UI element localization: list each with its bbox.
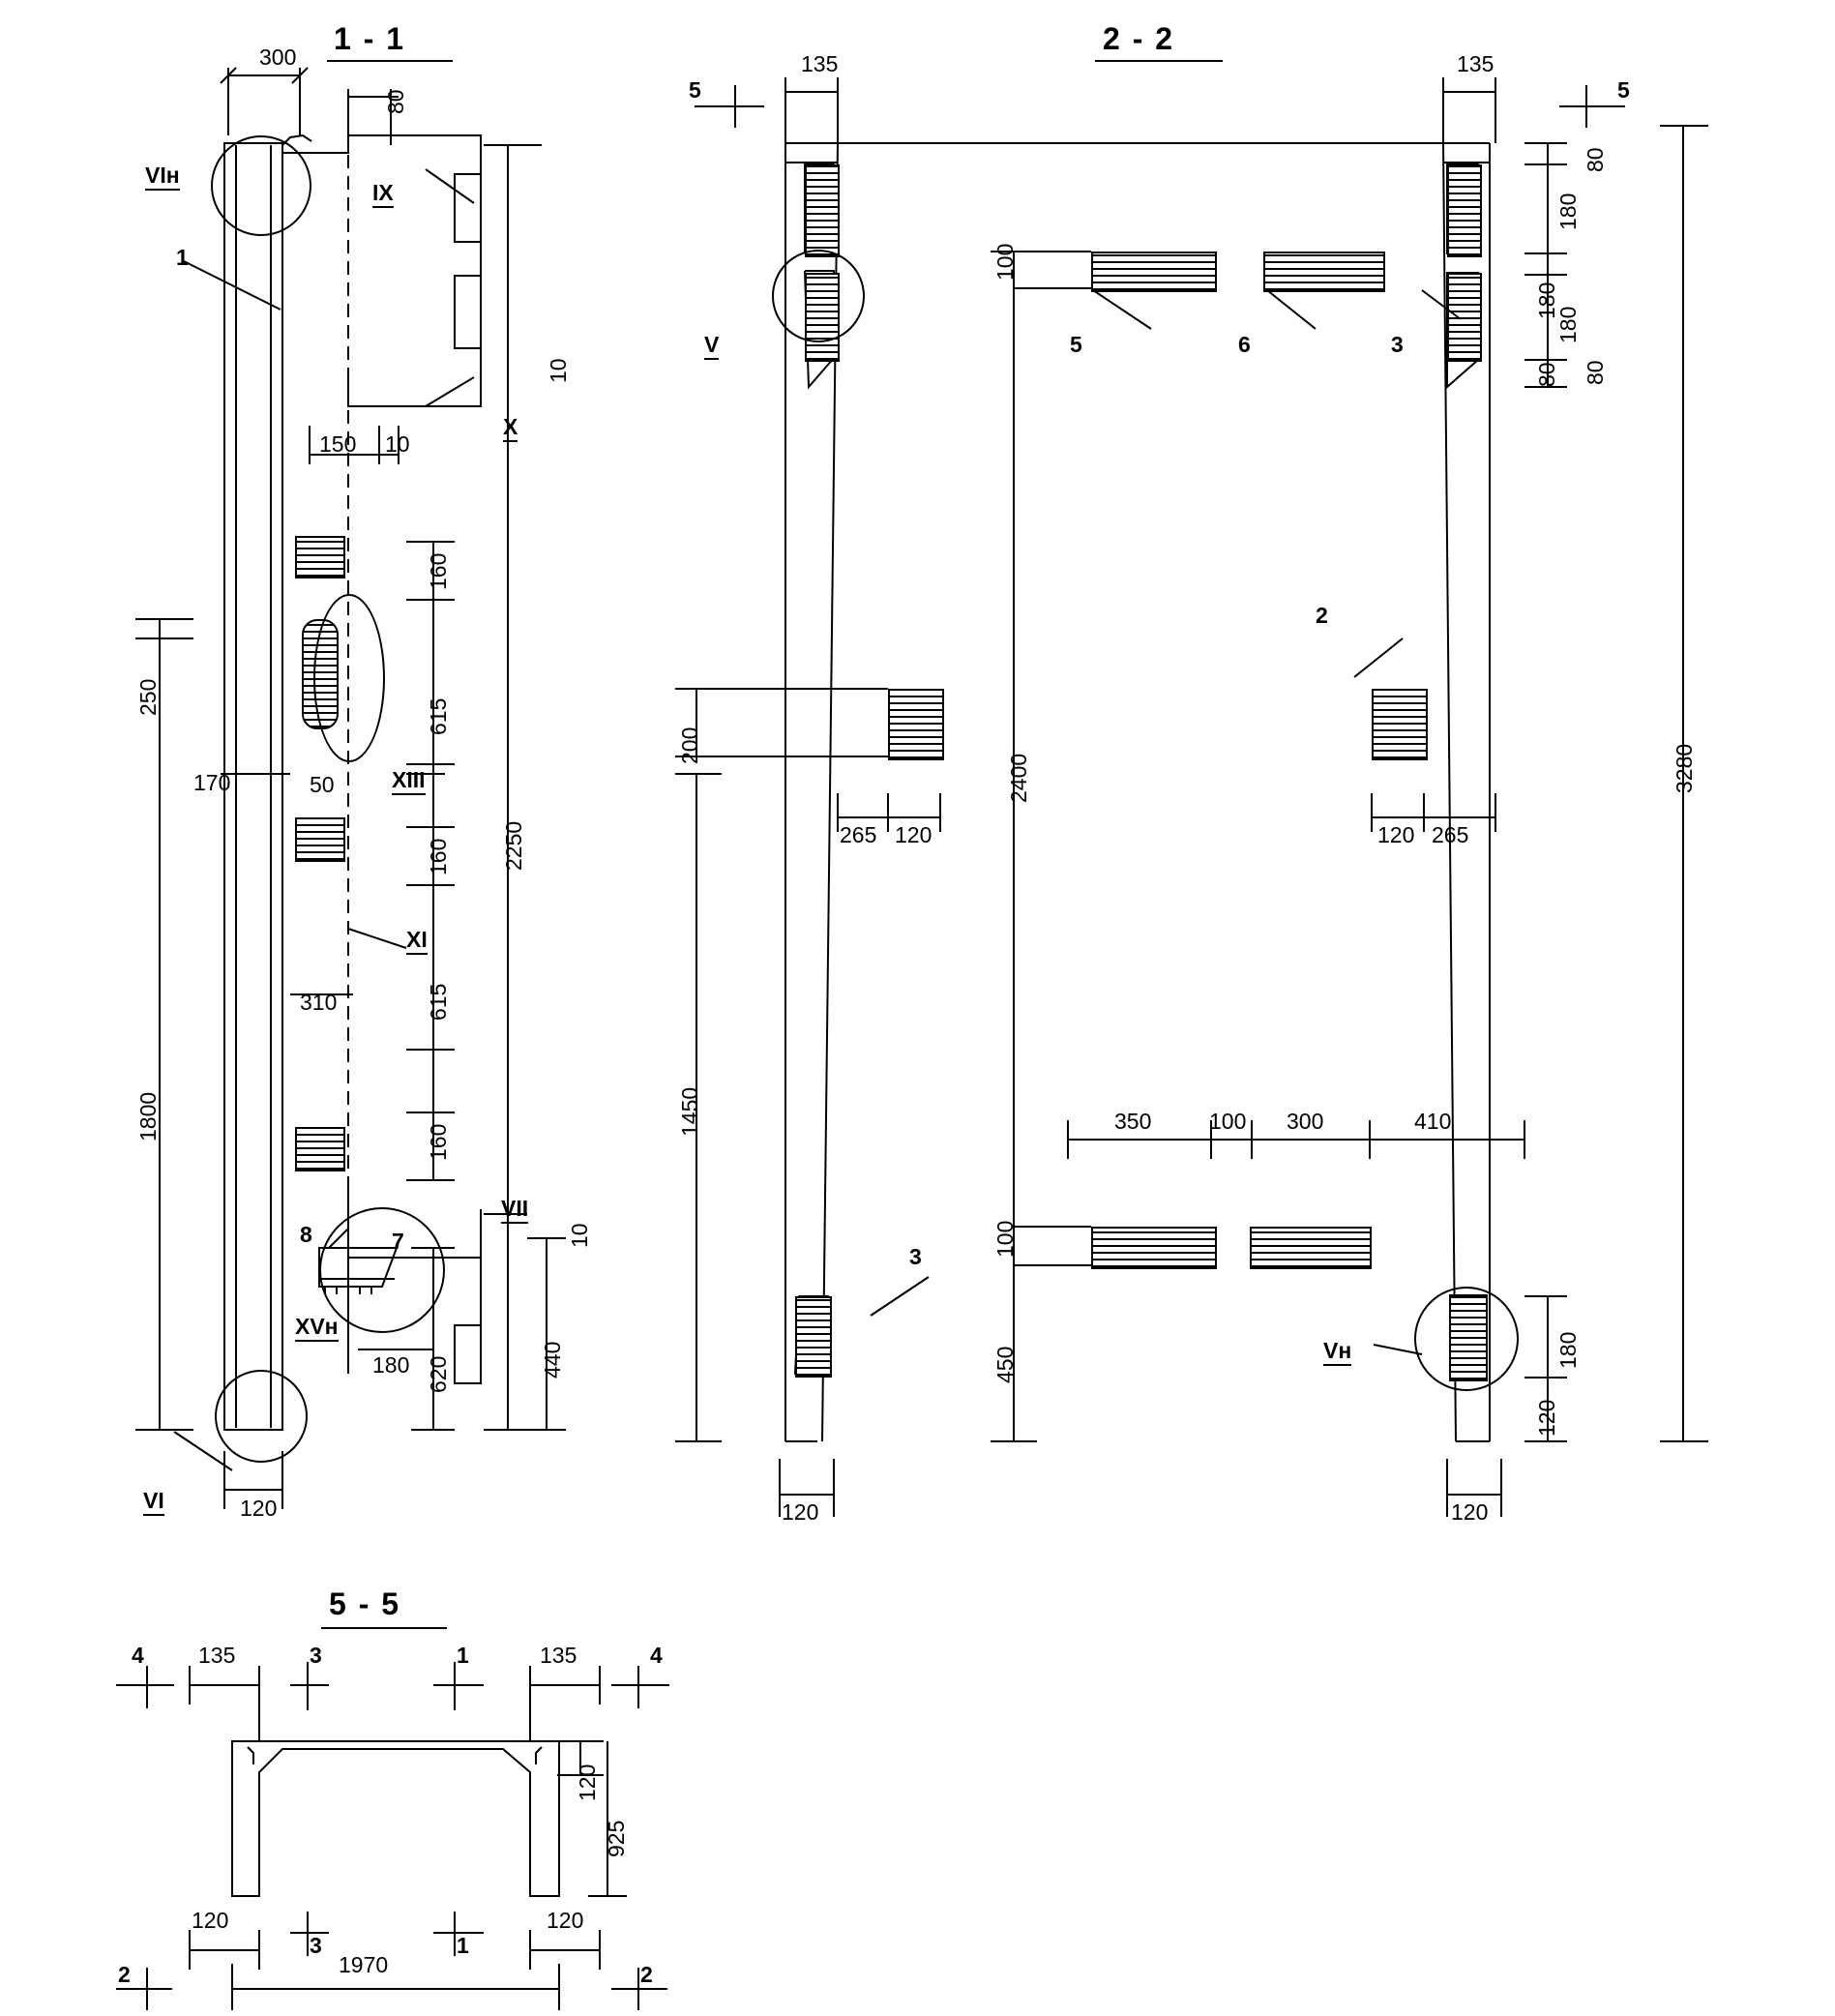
dim-1970: 1970 (339, 1952, 389, 1977)
dim-100-upper: 100 (992, 243, 1018, 281)
dim-120-left: 120 (895, 822, 932, 847)
dim-410: 410 (1414, 1109, 1452, 1134)
section-mark-4-right: 4 (650, 1643, 663, 1668)
node-label-XVn: XVн (295, 1314, 339, 1342)
node-label-V: V (704, 332, 719, 360)
node-label-XIII: XIII (392, 767, 426, 795)
section-mark-5-right: 5 (1617, 77, 1630, 103)
dim-925: 925 (604, 1820, 629, 1857)
dim-615-a: 615 (426, 697, 451, 735)
dim-300: 300 (259, 44, 297, 70)
node-label-VIn: VIн (145, 163, 180, 191)
node-label-X: X (503, 414, 518, 442)
dim-250: 250 (135, 678, 161, 716)
section-mark-2-left: 2 (118, 1962, 131, 1987)
dim-180-c: 180 (1534, 282, 1559, 319)
dim-180-a: 180 (1555, 193, 1581, 230)
dim-100-chain: 100 (1209, 1109, 1247, 1134)
dim-300: 300 (1287, 1109, 1324, 1134)
dim-100-lower: 100 (992, 1220, 1018, 1258)
section-mark-4-left: 4 (132, 1643, 144, 1668)
dim-120-top-55: 120 (575, 1764, 600, 1801)
dim-135-right-55: 135 (540, 1643, 577, 1668)
section-mark-2-right: 2 (640, 1962, 653, 1987)
dim-615-b: 615 (426, 983, 451, 1021)
node-label-IX: IX (372, 180, 394, 208)
dim-180-b: 180 (1555, 306, 1581, 343)
node-label-VII: VII (501, 1196, 528, 1224)
view-title-1-1: 1 - 1 (334, 21, 406, 56)
node-label-VI: VI (143, 1488, 164, 1516)
dim-160-a: 160 (426, 552, 451, 590)
part-mark-6: 6 (1238, 332, 1251, 357)
part-mark-2: 2 (1316, 603, 1328, 628)
section-mark-5-left: 5 (689, 77, 701, 103)
dim-80-a: 80 (1583, 147, 1608, 172)
dim-135-right: 135 (1457, 51, 1495, 76)
part-mark-3-lower: 3 (909, 1244, 922, 1269)
view-title-2-2: 2 - 2 (1103, 21, 1175, 56)
dim-265-right: 265 (1432, 822, 1469, 847)
dim-120-lower: 120 (1534, 1399, 1559, 1437)
dim-1800: 1800 (135, 1091, 161, 1141)
dim-1450: 1450 (677, 1086, 702, 1137)
dim-120-bottom-right: 120 (1451, 1499, 1489, 1525)
dim-3280: 3280 (1672, 743, 1697, 793)
dim-120-bottom-left: 120 (782, 1499, 819, 1525)
dim-10: 10 (385, 431, 410, 457)
dim-10-bottom: 10 (567, 1223, 592, 1248)
dim-265-left: 265 (840, 822, 877, 847)
section-mark-1-bottom: 1 (457, 1933, 469, 1958)
section-mark-1-top: 1 (457, 1643, 469, 1668)
dim-120-bottom: 120 (240, 1496, 278, 1521)
dim-2400: 2400 (1006, 753, 1031, 803)
dim-160-b: 160 (426, 838, 451, 875)
dim-50: 50 (310, 772, 335, 797)
dim-120-left-55: 120 (192, 1908, 229, 1933)
dim-150: 150 (319, 431, 357, 457)
dim-80-c: 80 (1534, 362, 1559, 387)
dim-135-left: 135 (801, 51, 839, 76)
section-mark-3-bottom: 3 (310, 1933, 322, 1958)
node-label-Vn: Vн (1323, 1338, 1351, 1366)
dim-350: 350 (1114, 1109, 1152, 1134)
dim-180: 180 (372, 1352, 410, 1378)
dim-160-c: 160 (426, 1123, 451, 1161)
dim-2250: 2250 (501, 820, 526, 871)
part-mark-1: 1 (176, 245, 189, 270)
part-mark-8: 8 (300, 1222, 312, 1247)
part-mark-7: 7 (392, 1229, 404, 1254)
part-mark-3-top: 3 (1391, 332, 1404, 357)
node-label-XI: XI (406, 927, 428, 955)
dim-120-right: 120 (1377, 822, 1415, 847)
dim-310: 310 (300, 990, 338, 1015)
dim-180-lower: 180 (1555, 1331, 1581, 1369)
part-mark-5: 5 (1070, 332, 1082, 357)
dim-80: 80 (383, 89, 408, 114)
section-mark-3-top: 3 (310, 1643, 322, 1668)
dim-450: 450 (992, 1346, 1018, 1383)
dim-170: 170 (193, 770, 231, 795)
dim-120-right-55: 120 (547, 1908, 584, 1933)
view-title-5-5: 5 - 5 (329, 1586, 401, 1621)
dim-620: 620 (426, 1355, 451, 1393)
dim-135-left-55: 135 (198, 1643, 236, 1668)
dim-200: 200 (677, 726, 702, 764)
dim-10-top: 10 (546, 358, 571, 383)
dim-80-b: 80 (1583, 360, 1608, 385)
dim-440: 440 (540, 1341, 565, 1379)
